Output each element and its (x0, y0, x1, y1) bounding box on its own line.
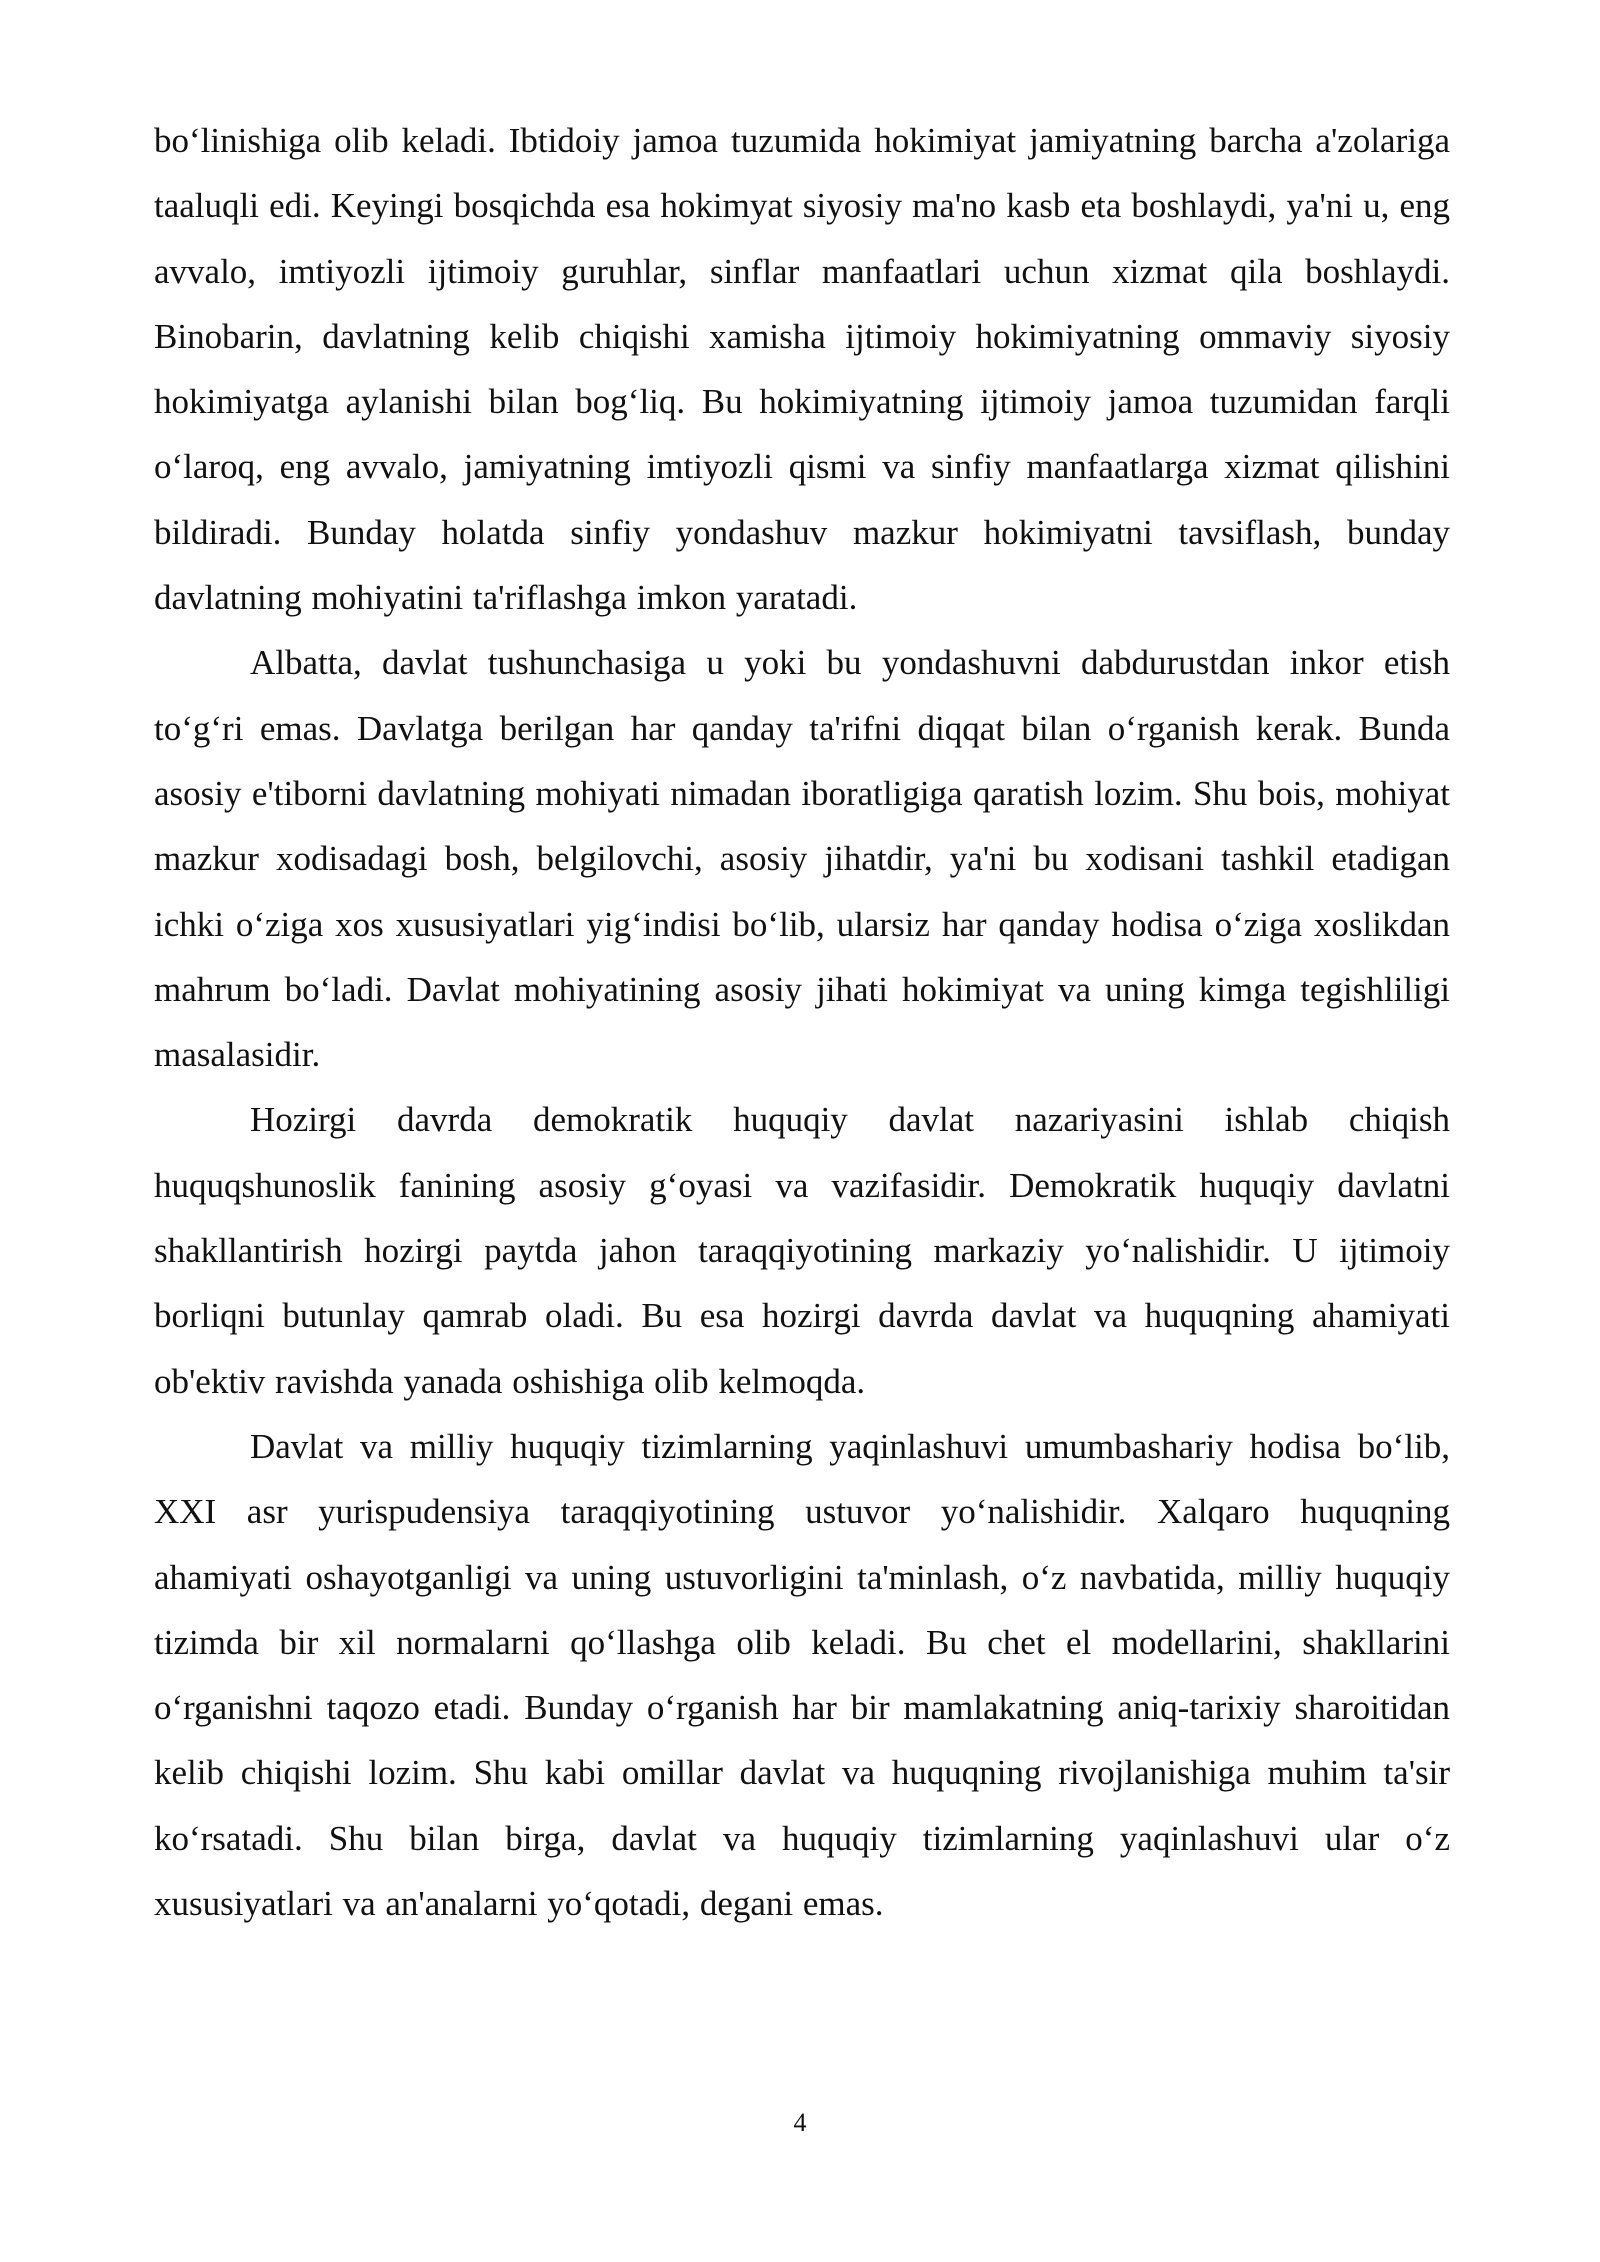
body-text (154, 108, 1450, 1936)
paragraph-2: Albatta, davlat tushunchasiga u yoki bu yondashuvni dabdurustdan inkor etish to‘g‘ri emas. Davlatga berilgan har qanday ta'rifni diqqat bilan o‘rganish kerak. Bunda asosiy e'tiborni davlatning mohiyati nimadan iboratligiga qaratish lozim. Shu bois, mohiyat mazkur xodisadagi bosh, belgilovchi, asosiy jihatdir, ya'ni bu xodisani tashkil etadigan ichki o‘ziga xos xususiyatlari yig‘indisi bo‘lib, ularsiz har qanday hodisa o‘ziga xoslikdan mahrum bo‘ladi. Davlat mohiyatining asosiy jihati hokimiyat va uning kimga tegishliligi masalasidir. (154, 643, 1450, 1075)
paragraph-4: Davlat va milliy huquqiy tizimlarning yaqinlashuvi umumbashariy hodisa bo‘lib, XXI asr yurispudensiya taraqqiyotining ustuvor yo‘nalishidir. Xalqaro huquqning ahamiyati oshayotganligi va uning ustuvorligini ta'minlash, o‘z navbatida, milliy huquqiy tizimda bir xil normalarni qo‘llashga olib keladi. Bu chet el modellarini, shakllarini o‘rganishni taqozo etadi. Bunday o‘rganish har bir mamlakatning aniq-tarixiy sharoitidan kelib chiqishi lozim. Shu kabi omillar davlat va huquqning rivojlanishiga muhim ta'sir ko‘rsatadi. Shu bilan birga, davlat va huquqiy tizimlarning yaqinlashuvi ular o‘z xususiyatlari va an'analarni yo‘qotadi, degani emas. (154, 1426, 1450, 1924)
paragraph-1: bo‘linishiga olib keladi. Ibtidoiy jamoa tuzumida hokimiyat jamiyatning barcha a'zolariga taaluqli edi. Keyingi bosqichda esa hokimyat siyosiy ma'no kasb eta boshlaydi, ya'ni u, eng avvalo, imtiyozli ijtimoiy guruhlar, sinflar manfaatlari uchun xizmat qila boshlaydi. Binobarin, davlatning kelib chiqishi xamisha ijtimoiy hokimiyatning ommaviy siyosiy hokimiyatga aylanishi bilan bog‘liq. Bu hokimiyatning ijtimoiy jamoa tuzumidan farqli o‘laroq, eng avvalo, jamiyatning imtiyozli qismi va sinfiy manfaatlarga xizmat qilishini bildiradi. Bunday holatda sinfiy yondashuv mazkur hokimiyatni tavsiflash, bunday davlatning mohiyatini ta'riflashga imkon yaratadi. (154, 121, 1450, 618)
paragraph-3: Hozirgi davrda demokratik huquqiy davlat nazariyasini ishlab chiqish huquqshunoslik fanining asosiy g‘oyasi va vazifasidir. Demokratik huquqiy davlatni shakllantirish hozirgi paytda jahon taraqqiyotining markaziy yo‘nalishidir. U ijtimoiy borliqni butunlay qamrab oladi. Bu esa hozirgi davrda davlat va huquqning ahamiyati ob'ektiv ravishda yanada oshishiga olib kelmoqda. (154, 1100, 1450, 1401)
page-number: 4 (793, 2108, 807, 2137)
